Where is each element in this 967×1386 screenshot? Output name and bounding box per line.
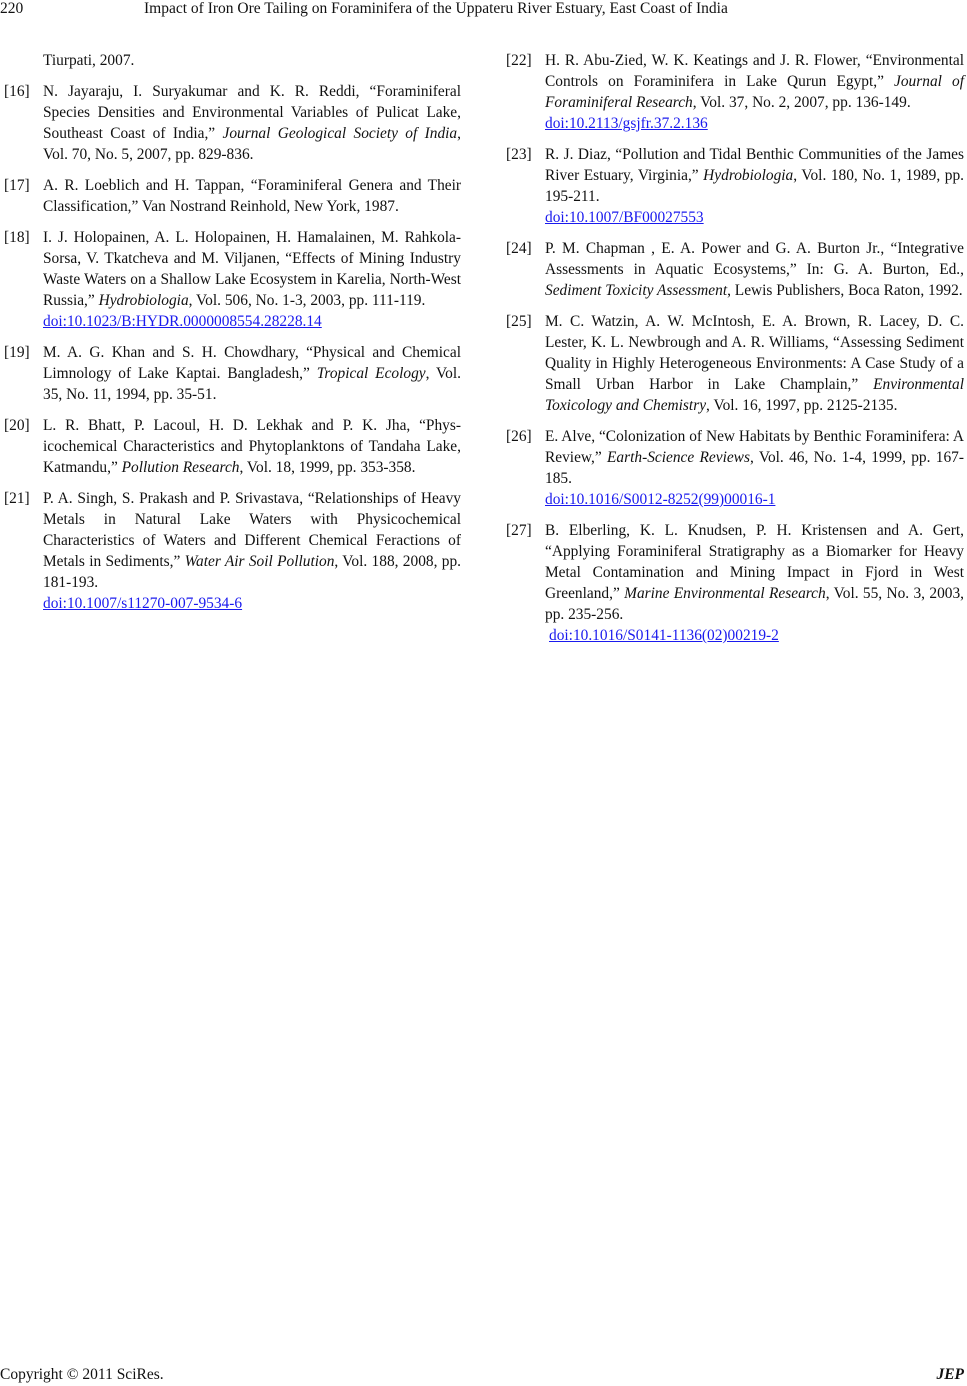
reference-details: , Lewis Publishers, Boca Raton, 1992. — [727, 282, 963, 299]
reference-text — [545, 50, 964, 113]
doi-link[interactable]: doi:10.2113/gsjfr.37.2.136 — [545, 115, 708, 132]
reference-list-left — [4, 81, 461, 614]
reference-text — [43, 81, 461, 165]
reference-authors-title: N. Jayaraju, I. Suryakumar and K. R. Reddi, “Foraminiferal Species Densities and Environmental Variables of Pulicat Lake, Southeast Coast of India,” — [43, 83, 461, 142]
reference-text — [545, 238, 964, 301]
reference-entry — [4, 342, 461, 405]
reference-text — [545, 426, 964, 489]
doi-link[interactable]: doi:10.1023/B:HYDR.0000008554.28228.14 — [43, 313, 322, 330]
reference-entry — [506, 426, 964, 510]
reference-details: , Vol. 188, 2008, pp. 181-193. — [43, 553, 461, 591]
reference-authors-title: L. R. Bhatt, P. Lacoul, H. D. Lekhak and P. K. Jha, “Physicochemical Characteristics and Phytoplanktons of Tandaha Lake, Katmandu,” — [43, 417, 461, 476]
doi-link[interactable]: doi:10.1007/BF00027553 — [545, 209, 704, 226]
reference-journal: Pollution Research — [121, 459, 240, 476]
reference-details: , Vol. 46, No. 1-4, 1999, pp. 167-185. — [545, 449, 964, 487]
reference-text — [43, 488, 461, 593]
reference-text — [545, 144, 964, 207]
reference-number: [20] — [4, 417, 30, 434]
reference-continuation: Tiurpati, 2007. — [43, 52, 135, 69]
reference-number: [26] — [506, 428, 532, 445]
reference-entry — [4, 227, 461, 332]
reference-entry — [506, 311, 964, 416]
reference-authors-title: P. M. Chapman , E. A. Power and G. A. Burton Jr., “Integrative Assessments in Aquatic Ecosystems,” In: G. A. Burton, Ed., — [545, 240, 964, 278]
reference-details: , Vol. 16, 1997, pp. 2125-2135. — [706, 397, 898, 414]
reference-authors-title: H. R. Abu-Zied, W. K. Keatings and J. R. Flower, “Environmental Controls on Foraminifera in Lake Qurun Egypt,” — [545, 52, 964, 90]
page-number: 220 — [0, 0, 24, 17]
reference-journal: Journal of Foraminiferal Research — [545, 73, 964, 111]
reference-text — [43, 415, 461, 478]
reference-entry — [4, 81, 461, 165]
reference-authors-title: P. A. Singh, S. Prakash and P. Srivastava, “Relationships of Heavy Metals in Natural Lake Waters with Physicochemical Characteristics of Waters and Different Chemical Feractions of Metals in Sediments,” — [43, 490, 461, 570]
journal-abbreviation: JEP — [936, 1366, 964, 1383]
reference-number: [21] — [4, 490, 30, 507]
reference-number: [16] — [4, 83, 30, 100]
reference-entry — [4, 415, 461, 478]
reference-text — [43, 175, 461, 217]
reference-authors-title: I. J. Holopainen, A. L. Holopainen, H. Hamalainen, M. Rahkola-Sorsa, V. Tkatcheva and M. Viljanen, “Effects of Mining Industry Waste Waters on a Shallow Lake Ecosystem in Karelia, North-West Russia,” — [43, 229, 461, 309]
doi-line — [545, 489, 964, 510]
reference-number: [22] — [506, 52, 532, 69]
reference-details: , Vol. 18, 1999, pp. 353-358. — [239, 459, 416, 476]
reference-number: [27] — [506, 522, 532, 539]
reference-entry — [506, 50, 964, 134]
reference-journal: Earth-Science Reviews — [607, 449, 750, 466]
reference-text — [43, 342, 461, 405]
reference-authors-title: B. Elberling, K. L. Knudsen, P. H. Kristensen and A. Gert, “Applying Foraminiferal Stratigraphy as a Biomarker for Heavy Metal Contamination and Mining Impact in Fjord in West Greenland,” — [545, 522, 964, 602]
reference-details: , Vol. 35, No. 11, 1994, pp. 35-51. — [43, 365, 461, 403]
reference-journal: Journal Geological Society of India — [222, 125, 458, 142]
reference-entry — [4, 175, 461, 217]
reference-journal: Environmental Toxicology and Chemistry — [545, 376, 964, 414]
reference-journal: Tropical Ecology — [316, 365, 426, 382]
reference-entry — [4, 488, 461, 614]
running-title: Impact of Iron Ore Tailing on Foraminifera of the Uppateru River Estuary, East Coast of India — [144, 0, 728, 17]
reference-number: [24] — [506, 240, 532, 257]
reference-entry — [506, 520, 964, 646]
reference-authors-title: M. C. Watzin, A. W. McIntosh, E. A. Brown, R. Lacey, D. C. Lester, K. L. Newbrough and A. R. Williams, “Assessing Sediment Quality in Highly Heterogeneous Environments: A Case Study of a Small Urban Harbor in Lake Champlain,” — [545, 313, 964, 393]
reference-text — [43, 227, 461, 311]
reference-list-right — [506, 50, 964, 646]
reference-details: , Vol. 70, No. 5, 2007, pp. 829-836. — [43, 125, 461, 163]
doi-line — [43, 311, 461, 332]
reference-journal: Sediment Toxicity Assessment — [545, 282, 728, 299]
reference-details: , Vol. 506, No. 1-3, 2003, pp. 111-119. — [188, 292, 426, 309]
doi-link[interactable]: doi:10.1007/s11270-007-9534-6 — [43, 595, 243, 612]
reference-text — [545, 311, 964, 416]
reference-authors-title: E. Alve, “Colonization of New Habitats by Benthic Foraminifera: A Review,” — [545, 428, 964, 466]
reference-details: , Vol. 37, No. 2, 2007, pp. 136-149. — [692, 94, 911, 111]
page-footer — [0, 1366, 967, 1386]
reference-entry — [506, 238, 964, 301]
reference-journal: Hydrobiologia — [98, 292, 189, 309]
reference-details: , Vol. 55, No. 3, 2003, pp. 235-256. — [545, 585, 965, 623]
reference-journal: Marine Environmental Research — [624, 585, 826, 602]
reference-number: [18] — [4, 229, 30, 246]
left-column — [4, 50, 461, 624]
reference-authors-title: A. R. Loeblich and H. Tappan, “Foraminiferal Genera and Their Classification,” Van Nostrand Reinhold, New York, 1987. — [43, 177, 461, 215]
reference-journal: Hydrobiologia — [703, 167, 794, 184]
right-column — [506, 50, 964, 656]
reference-authors-title: R. J. Diaz, “Pollution and Tidal Benthic Communities of the James River Estuary, Virginia,” — [545, 146, 964, 184]
copyright-notice: Copyright © 2011 SciRes. — [0, 1366, 164, 1383]
doi-link[interactable]: doi:10.1016/S0141-1136(02)00219-2 — [549, 627, 779, 644]
reference-number: [23] — [506, 146, 532, 163]
reference-number: [25] — [506, 313, 532, 330]
reference-number: [19] — [4, 344, 30, 361]
reference-entry — [506, 144, 964, 228]
doi-line — [545, 625, 964, 646]
reference-journal: Water Air Soil Pollution — [184, 553, 335, 570]
reference-text — [545, 520, 964, 625]
reference-number: [17] — [4, 177, 30, 194]
reference-details: , Vol. 180, No. 1, 1989, pp. 195-211. — [545, 167, 964, 205]
page-header — [0, 0, 967, 20]
doi-line — [43, 593, 461, 614]
doi-line — [545, 113, 964, 134]
reference-authors-title: M. A. G. Khan and S. H. Chowdhary, “Physical and Chemical Limnology of Lake Kaptai. Bangladesh,” — [43, 344, 461, 382]
doi-line — [545, 207, 964, 228]
doi-link[interactable]: doi:10.1016/S0012-8252(99)00016-1 — [545, 491, 776, 508]
